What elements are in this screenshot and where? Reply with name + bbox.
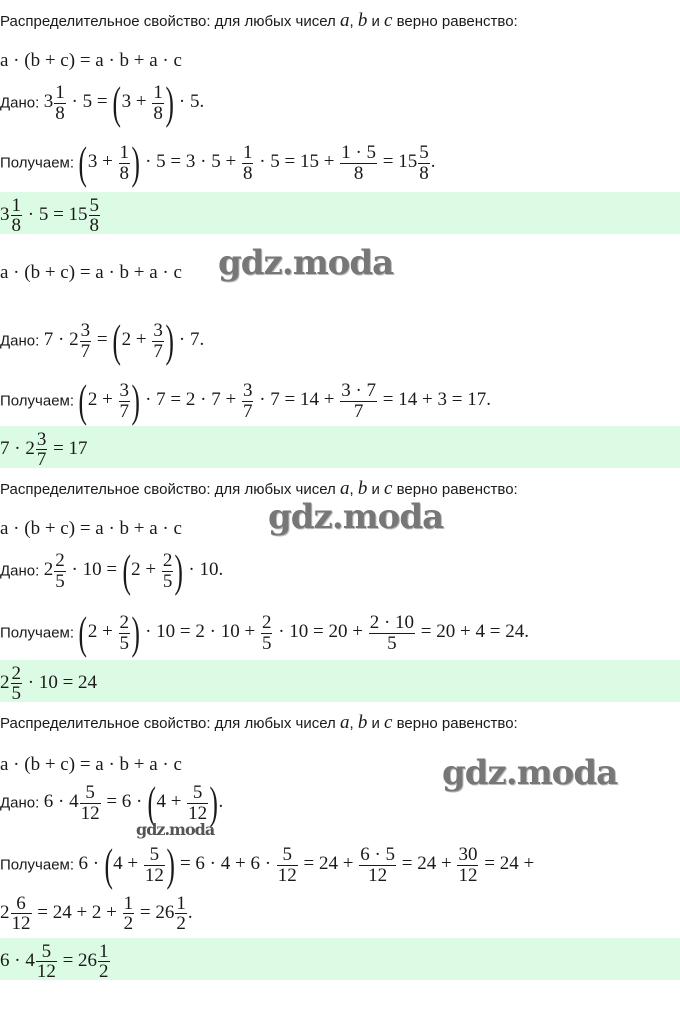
watermark: gdz.moda bbox=[268, 497, 444, 537]
given-line-1: Дано: 3 $\frac{1}{8}$ · 5 = (3 + $\frac{1}{8}$ ) · 5. bbox=[0, 77, 205, 128]
rule-line-4: Распределительное свойство: для любых чисел a, b и c верно равенство: bbox=[0, 712, 518, 733]
formula-line-2: a · (b + c) = a · b + a · c bbox=[0, 262, 182, 283]
formula-line-4: a · (b + c) = a · b + a · c bbox=[0, 754, 182, 775]
given-line-3: Дано: 2 $\frac{2}{5}$ · 10 = (2 + $\frac{2}{5}$ ) · 10. bbox=[0, 545, 224, 596]
formula-line-3: a · (b + c) = a · b + a · c bbox=[0, 518, 182, 539]
answer-line-3: 2 $\frac{2}{5}$ · 10 = 24 bbox=[0, 663, 98, 702]
answer-line-1: 3 $\frac{1}{8}$ · 5 = 15 $\frac{5}{8}$ bbox=[0, 195, 100, 234]
watermark: gdz.moda bbox=[442, 753, 618, 793]
result-line-4-cont: 2 $\frac{6}{12}$ = 24 + 2 + $\frac{1}{2}$ = 26 $\frac{1}{2}$ . bbox=[0, 893, 193, 935]
result-line-4: Получаем: 6 · (4 + $\frac{5}{12}$ ) = 6 · 4 + 6 · $\frac{5}{12}$ = 24 + $\frac{6 \cdot 5}{12}$ = 24 + $\frac{30}{12}$ = 24 + bbox=[0, 839, 535, 890]
rule-line-3: Распределительное свойство: для любых чисел a, b и c верно равенство: bbox=[0, 478, 518, 499]
watermark: gdz.moda bbox=[136, 820, 215, 839]
rule-line-1: Распределительное свойство: для любых чисел a, b и c верно равенство: bbox=[0, 10, 518, 31]
answer-line-2: 7 · 2 $\frac{3}{7}$ = 17 bbox=[0, 429, 88, 468]
result-line-2: Получаем: (2 + $\frac{3}{7}$ ) · 7 = 2 · 7 + $\frac{3}{7}$ · 7 = 14 + $\frac{3 \cdot 7}{7}$ = 14 + 3 = 17. bbox=[0, 375, 491, 426]
answer-line-4: 6 · 4 $\frac{5}{12}$ = 26 $\frac{1}{2}$ bbox=[0, 941, 109, 980]
given-line-2: Дано: 7 · 2 $\frac{3}{7}$ = (2 + $\frac{3}{7}$ ) · 7. bbox=[0, 315, 205, 366]
given-line-4: Дано: 6 · 4 $\frac{5}{12}$ = 6 · (4 + $\frac{5}{12}$ ). bbox=[0, 777, 224, 828]
result-line-1: Получаем: (3 + $\frac{1}{8}$ ) · 5 = 3 · 5 + $\frac{1}{8}$ · 5 = 15 + $\frac{1 \cdot 5}{8}$ = 15 $\frac{5}{8}$ . bbox=[0, 137, 436, 188]
formula-line-1: a · (b + c) = a · b + a · c bbox=[0, 50, 182, 71]
watermark: gdz.moda bbox=[218, 243, 394, 283]
result-line-3: Получаем: (2 + $\frac{2}{5}$ ) · 10 = 2 · 10 + $\frac{2}{5}$ · 10 = 20 + $\frac{2 \cdot 10}{5}$ = 20 + 4 = 24. bbox=[0, 607, 529, 658]
